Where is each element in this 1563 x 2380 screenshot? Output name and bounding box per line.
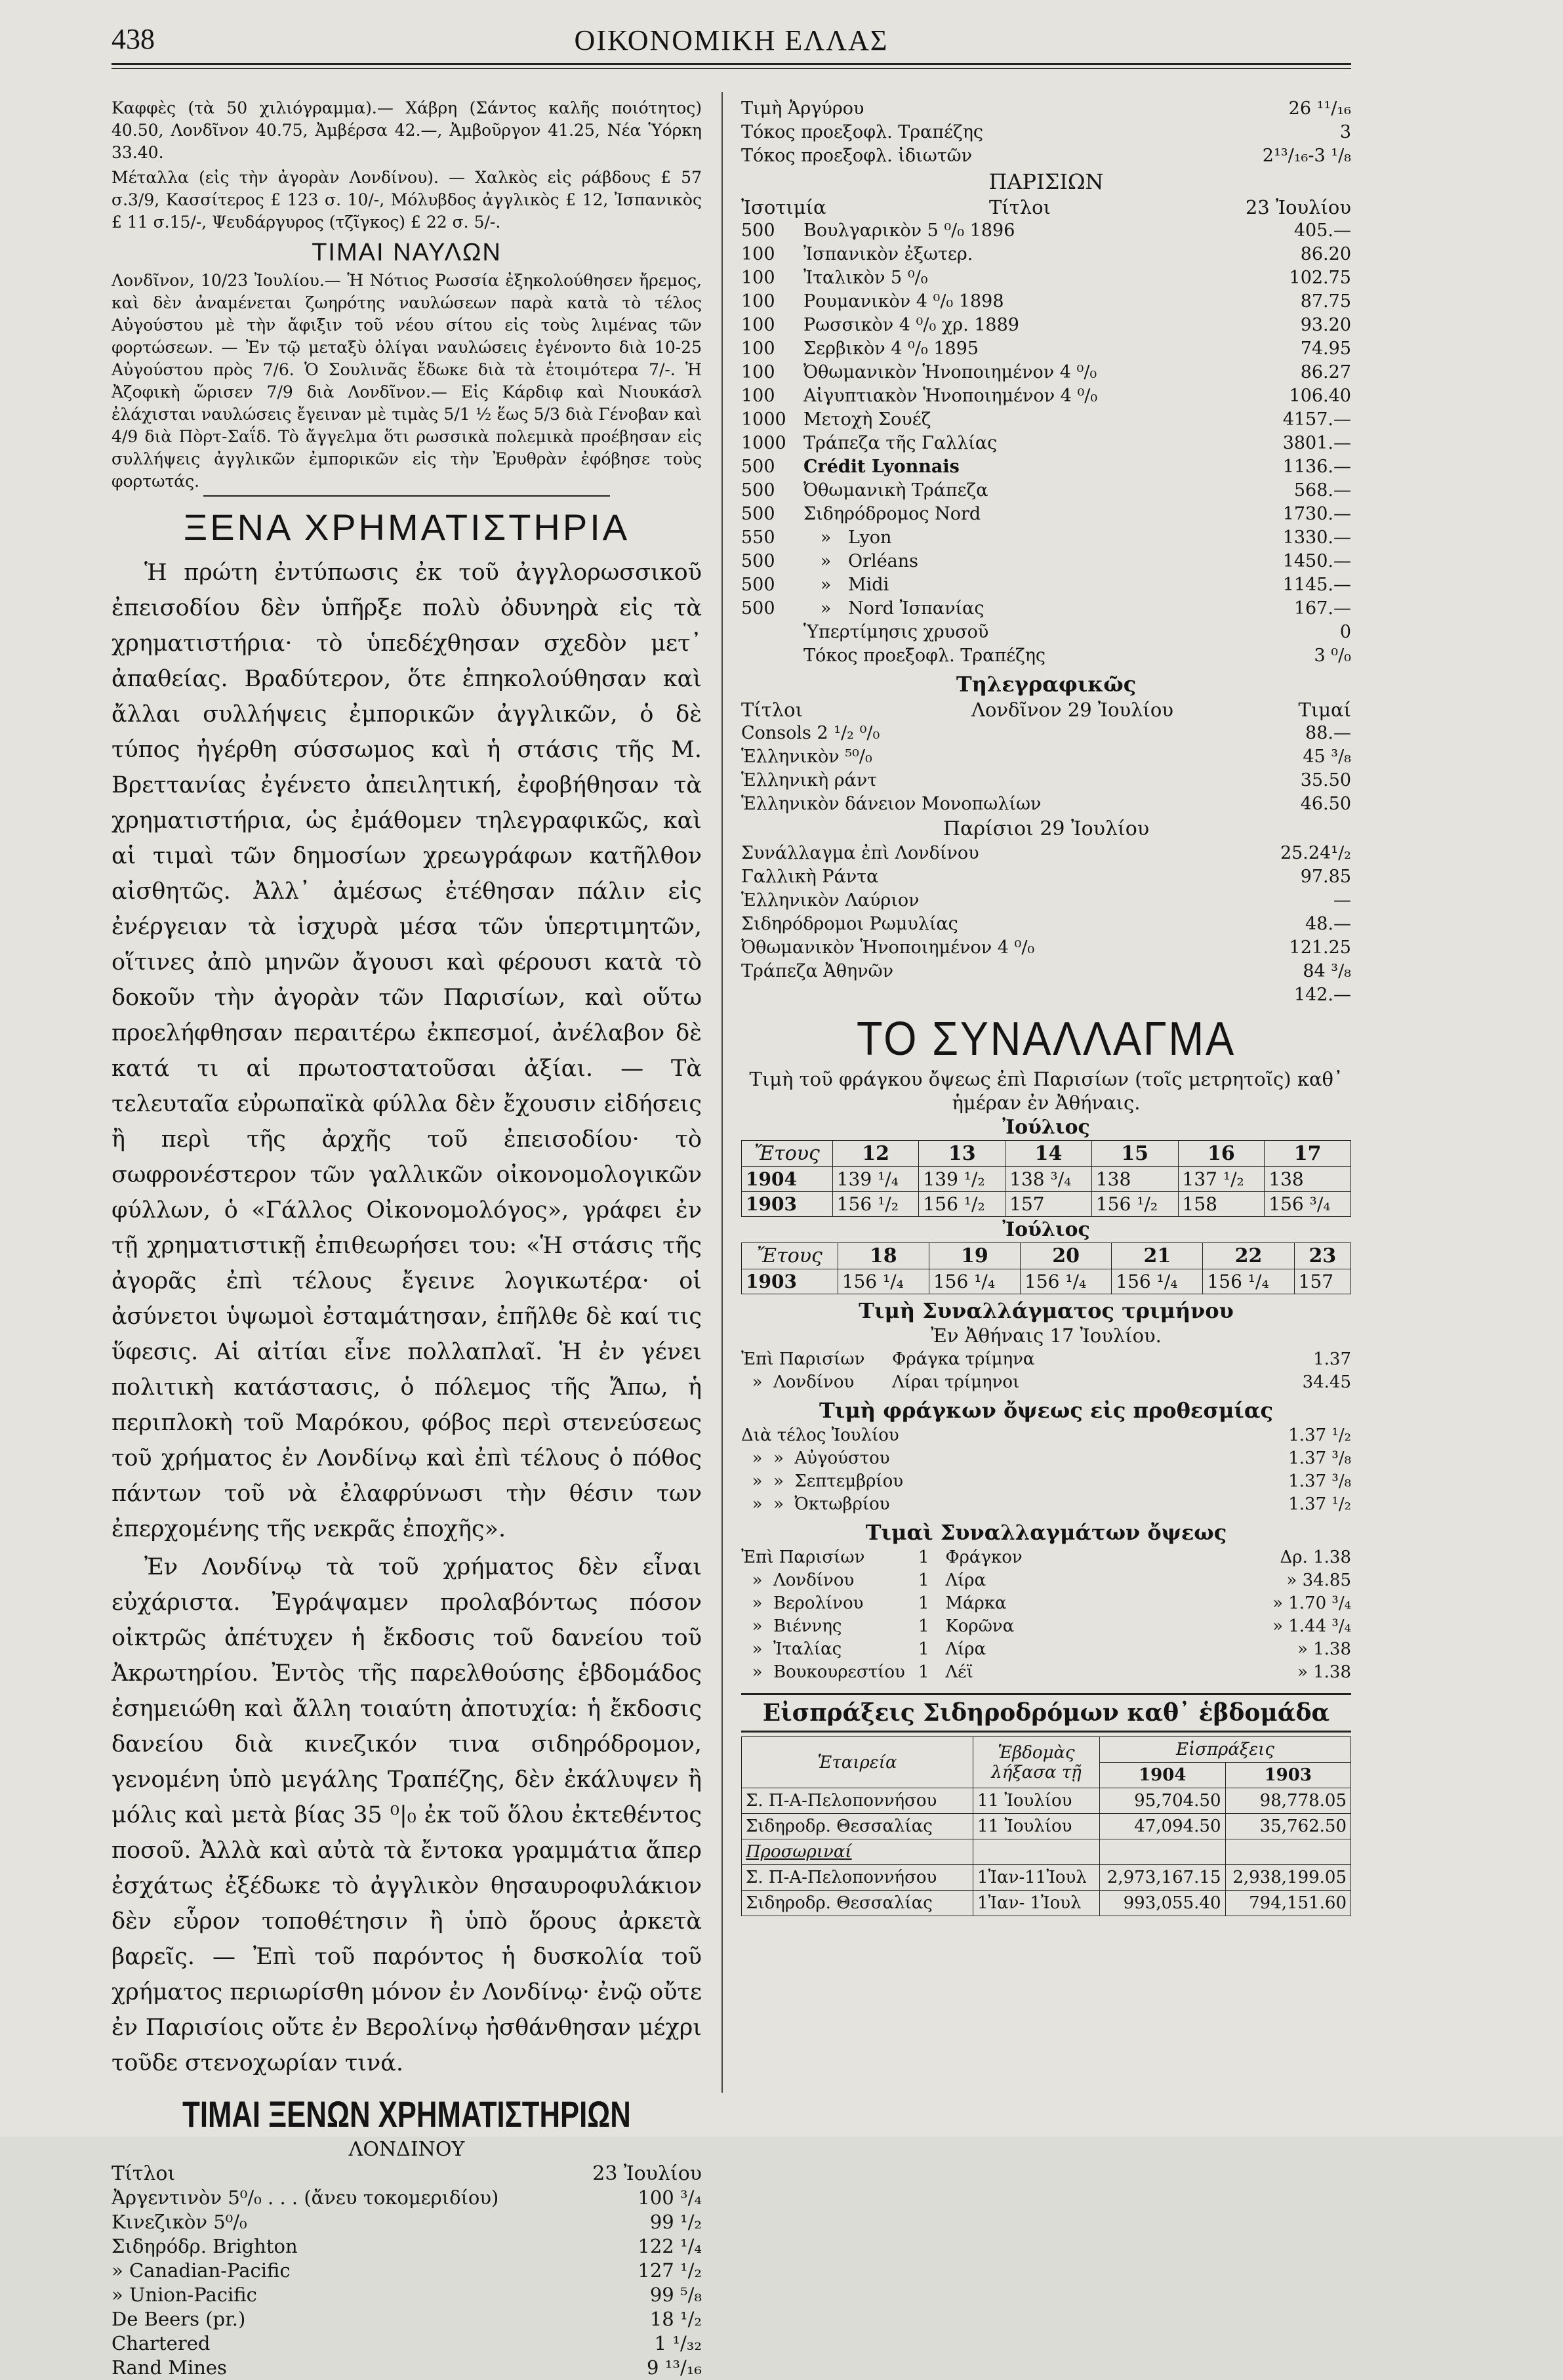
table-row: 100 Ὀθωμανικὸν Ἡνοποιημένον 4 ⁰/₀ 86.27 <box>741 362 1351 382</box>
sight-heading: Τιμαὶ Συναλλαγμάτων ὄψεως <box>865 1520 1227 1545</box>
telegraph-paris-heading: Παρίσιοι 29 Ἰουλίου <box>943 817 1150 840</box>
header-rule-thin <box>112 68 1351 69</box>
column-divider <box>721 92 723 2093</box>
table-row: Ἔτους 18 19 20 21 22 23 <box>742 1243 1351 1269</box>
exchanges-paragraph-2: Ἐν Λονδίνῳ τὰ τοῦ χρήματος δὲν εἶναι εὐχάριστα. Ἐγράψαμεν προλαβόντως πόσον οἰκτρῶς ἀπέτυχεν ἡ ἔκδοσις τοῦ δανείου τοῦ Ἀκρωτηρίου. Ἐντὸς τῆς παρελθούσης ἑβδομάδος ἐσημειώθη καὶ ἄλλη τοιαύτη ἀποτυχία: ἡ ἔκδοσις δανείου διὰ κινεζικόν τινα σιδηρόδρομον, γενομένη ὑπὸ μεγάλης Τραπέζης, δὲν ἐκάλυψεν ἢ μόλις καὶ μετὰ βίας 35 ⁰|₀ ἐκ τοῦ ὅλου ἐκτεθέντος ποσοῦ. Ἀλλὰ καὶ αὐτὰ τὰ ἔντοκα γραμμάτια ἅπερ ἐσχάτως ἐξέδωκε τὸ ἀγγλικὸν θησαυροφυλάκιον δὲν εὗρον τοποθέτησιν ἢ ὑπὸ ὅρους ἀρκετὰ βαρεῖς. — Ἐπὶ τοῦ παρόντος ἡ δυσκολία τοῦ χρήματος περιωρίσθη μόνον ἐν Λονδίνῳ· ἐνῷ οὔτε ἐν Παρισίοις οὔτε ἐν Βερολίνῳ ἠσθάνθησαν μέχρι τοῦδε στενοχωρίαν τινά. <box>112 1554 702 2076</box>
left-column <box>112 97 702 2380</box>
table-row: Γαλλικὴ Ράντα 97.85 <box>741 867 1351 887</box>
table-row: » Λονδίνου 1 Λίρα » 34.85 <box>741 1570 1351 1590</box>
table-row: 550 » Lyon 1330.— <box>741 527 1351 548</box>
paris-head-parity: Ἰσοτιμία <box>741 196 826 218</box>
month-label-1: Ἰούλιος <box>1002 1116 1090 1139</box>
table-row: 100 Ἰταλικὸν 5 ⁰/₀ 102.75 <box>741 268 1351 288</box>
table-row: 1000 Μετοχὴ Σουέζ 4157.— <box>741 409 1351 430</box>
table-row: Τόκος προεξοφλ. Τραπέζης 3 <box>741 122 1351 142</box>
table-row: Ἔτους 12 13 14 15 16 17 <box>742 1141 1351 1167</box>
london-table <box>112 2186 702 2380</box>
london-heading: ΛΟΝΔΙΝΟΥ <box>348 2138 465 2161</box>
table-row: » » Αὐγούστου 1.37 ³/₈ <box>741 1448 1351 1468</box>
foreign-prices-heading: ΤΙΜΑΙ ΞΕΝΩΝ ΧΡΗΜΑΤΙΣΤΗΡΙΩΝ <box>182 2093 631 2135</box>
paris-head-date: 23 Ἰουλίου <box>1245 196 1351 218</box>
table-row: 100 Σερβικὸν 4 ⁰/₀ 1895 74.95 <box>741 339 1351 359</box>
page-number: 438 <box>112 23 155 55</box>
table-row: » » Ὀκτωβρίου 1.37 ¹/₂ <box>741 1494 1351 1514</box>
forward-table <box>741 1424 1351 1516</box>
exchanges-paragraph-1: Ἡ πρώτη ἐντύπωσις ἐκ τοῦ ἀγγλορωσσικοῦ ἐπεισοδίου δὲν ὑπῆρξε πολὺ ὀδυνηρὰ εἰς τὰ χρηματιστήρια· τὸ ὑπεδέχθησαν σχεδὸν μετ᾿ ἀπαθείας. Βραδύτερον, ὅτε ἐπηκολούθησαν καὶ ἄλλαι συλλήψεις ἐμπορικῶν ἀγγλικῶν, ὁ δὲ τύπος ἠγέρθη σύσσωμος καὶ ἡ στάσις τῆς Μ. Βρεττανίας ἐγένετο ἀπειλητική, ἐφοβήθησαν τὰ χρηματιστήρια, ὡς ἐμάθομεν τηλεγραφικῶς, καὶ αἱ τιμαὶ τῶν δημοσίων χρεωγράφων κατῆλθον αἰσθητῶς. Ἀλλ᾿ ἀμέσως ἐτέθησαν πάλιν εἰς ἐνέργειαν τὰ ἰσχυρὰ μέσα τῶν ὑπερτιμητῶν, οἵτινες ἀπὸ μηνῶν ἄγουσι καὶ φέρουσι κατὰ τὸ δοκοῦν τὴν ἀγορὰν τῶν Παρισίων, καὶ οὕτω προελήφθησαν περαιτέρω ἐκπεσμοί, ἀνέλαβον δὲ κατά τι αἱ πρωτοστατοῦσαι ἀξίαι. — Τὰ τελευταῖα εὐρωπαϊκὰ φύλλα δὲν ἔχουσιν εἰδήσεις ἢ περὶ τῆς ἀρχῆς τοῦ ἐπεισοδίου· τὸ σωφρονέστερον τῶν γαλλικῶν οἰκονομολογικῶν φύλλων, ὁ «Γάλλος Οἰκονομολόγος», γράφει ἐν τῇ χρηματιστικῇ ἐπιθεωρήσει του: «Ἡ στάσις τῆς ἀγορᾶς ἐπὶ τέλους ἔγεινε λογικωτέρα· οἱ ἀσύνετοι ὑψωμοὶ ἐσταμάτησαν, ἐπῆλθε δὲ καί τις ὕφεσις. Αἱ αἰτίαι εἶνε πολλαπλαῖ. Ἡ ἐν γένει πολιτικὴ κατάστασις, ὁ πόλεμος τῆς Ἄπω, ἡ περιπλοκὴ τοῦ Μαρόκου, φόβος περὶ στενεύσεως τοῦ χρήματος ἐν Λονδίνῳ καὶ ἐπὶ τέλους ὁ πόθος πάντων τοῦ νὰ ἐλαφρύνωσι τὴν θέσιν των ἐπερχομένης τῆς νεκρᾶς ἐποχῆς». <box>112 560 702 1542</box>
table-row: 1904 1903 <box>742 1763 1351 1788</box>
section-divider <box>112 495 702 497</box>
table-row: Τόκος προεξοφλ. ἰδιωτῶν 2¹³/₁₆-3 ¹/₈ <box>741 146 1351 166</box>
telegraph-paris-table <box>741 842 1351 1007</box>
table-row: » Βιέννης 1 Κορῶνα » 1.44 ³/₄ <box>741 1616 1351 1636</box>
london-head-date: 23 Ἰουλίου <box>592 2162 702 2185</box>
table-row: » Λονδίνου Λίραι τρίμηνοι 34.45 <box>741 1372 1351 1392</box>
telegraph-heading: Τηλεγραφικῶς <box>956 672 1137 697</box>
quarterly-subtitle: Ἐν Ἀθήναις 17 Ἰουλίου. <box>931 1324 1162 1347</box>
exchange-grid-1 <box>741 1140 1351 1217</box>
page-header <box>112 20 1351 59</box>
table-row: Συνάλλαγμα ἐπὶ Λονδίνου 25.24¹/₂ <box>741 843 1351 863</box>
table-row: Ἑλληνικὸν δάνειον Μονοπωλίων 46.50 <box>741 794 1351 814</box>
paris-table-head <box>741 195 1351 219</box>
table-row: Ἐπὶ Παρισίων 1 Φράγκον Δρ. 1.38 <box>741 1548 1351 1567</box>
table-row: Ἑλληνικὴ ράντ 35.50 <box>741 770 1351 790</box>
table-row: 100 Ρουμανικὸν 4 ⁰/₀ 1898 87.75 <box>741 291 1351 312</box>
table-row: Σ. Π-Α-Πελοποννήσου 1Ἰαν-11Ἰουλ 2,973,167.15 2,938,199.05 <box>742 1865 1351 1891</box>
table-row: Ἑταιρεία Ἑβδομὰς λήξασα τῇ Εἰσπράξεις <box>742 1737 1351 1763</box>
coffee-paragraph: Καφφὲς (τὰ 50 χιλιόγραμμα).— Χάβρη (Σάντος καλῆς ποιότητος) 40.50, Λονδῖνον 40.75, Ἀμβέρσα 42.—, Ἀμβοῦργον 41.25, Νέα Ὑόρκη 33.40. <box>112 98 702 162</box>
table-row: Σιδηροδρ. Θεσσαλίας 1Ἰαν- 1Ἰουλ 993,055.40 794,151.60 <box>742 1891 1351 1916</box>
table-row: 500 » Nord Ἰσπανίας 167.— <box>741 598 1351 619</box>
table-row: Σιδηρόδρομοι Ρωμυλίας 48.— <box>741 914 1351 934</box>
table-row: Τιμὴ Ἀργύρου 26 ¹¹/₁₆ <box>741 98 1351 119</box>
table-row: 500 » Orléans 1450.— <box>741 551 1351 571</box>
forward-heading: Τιμὴ φράγκων ὄψεως εἰς προθεσμίας <box>819 1398 1273 1423</box>
table-row: 100 Αἰγυπτιακὸν Ἡνοποιημένον 4 ⁰/₀ 106.40 <box>741 386 1351 406</box>
table-row: 500 » Midi 1145.— <box>741 575 1351 595</box>
table-row: » Βερολίνου 1 Μάρκα » 1.70 ³/₄ <box>741 1593 1351 1613</box>
running-title: ΟΙΚΟΝΟΜΙΚΗ ΕΛΛΑΣ <box>574 24 889 56</box>
london-table-head <box>112 2162 702 2186</box>
sight-table <box>741 1546 1351 1684</box>
paris-heading: ΠΑΡΙΣΙΩΝ <box>988 169 1104 194</box>
table-row: Ἐπὶ Παρισίων Φράγκα τρίμηνα 1.37 <box>741 1349 1351 1369</box>
exchange-heading: ΤΟ ΣΥΝΑΛΛΑΓΜΑ <box>857 1013 1236 1065</box>
telegraph-head-titles: Τίτλοι <box>741 699 803 721</box>
table-row: De Beers (pr.) 18 ¹/₂ <box>112 2308 702 2330</box>
freight-heading: ΤΙΜΑΙ ΝΑΥΛΩΝ <box>312 239 502 266</box>
table-row: Ὀθωμανικὸν Ἡνοποιημένον 4 ⁰/₀ 121.25 <box>741 937 1351 958</box>
exchange-grid-2 <box>741 1242 1351 1294</box>
table-row: » Βουκουρεστίου 1 Λέϊ » 1.38 <box>741 1662 1351 1682</box>
table-row: » Canadian-Pacific 127 ¹/₂ <box>112 2259 702 2282</box>
table-row: Ἑλληνικὸν Λαύριον — <box>741 890 1351 911</box>
table-row: Ὑπερτίμησις χρυσοῦ 0 <box>803 622 1351 642</box>
paris-table <box>741 219 1351 668</box>
table-row: Chartered 1 ¹/₃₂ <box>112 2332 702 2354</box>
table-row: 500 Crédit Lyonnais 1136.— <box>741 457 1351 477</box>
metals-paragraph: Μέταλλα (εἰς τὴν ἀγορὰν Λονδίνου). — Χαλκὸς εἰς ράβδους £ 57 σ.3/9, Κασσίτερος £ 123 σ. 10/-, Μόλυβδος ἀγγλικὸς £ 12, Ἰσπανικὸς £ 11 σ.15/-, Ψευδάργυρος (τζῖγκος) £ 22 σ. 5/-. <box>112 168 702 232</box>
quarterly-table <box>741 1348 1351 1394</box>
table-row: » Union-Pacific 99 ⁵/₈ <box>112 2284 702 2306</box>
table-row: 100 Ἰσπανικὸν ἐξωτερ. 86.20 <box>741 244 1351 264</box>
table-row: Consols 2 ¹/₂ ⁰/₀ 88.— <box>741 723 1351 743</box>
table-row: Προσωριναί <box>742 1839 1351 1865</box>
table-row: 500 Ὀθωμανικὴ Τράπεζα 568.— <box>741 480 1351 501</box>
london-extra-table <box>741 97 1351 168</box>
london-head-titles: Τίτλοι <box>112 2162 176 2185</box>
railway-receipts-heading: Εἰσπράξεις Σιδηροδρόμων καθ᾿ ἑβδομάδα <box>741 1693 1351 1733</box>
table-row: 500 Σιδηρόδρομος Nord 1730.— <box>741 504 1351 524</box>
table-row: Ἑλληνικὸν ⁵⁰/₀ 45 ³/₈ <box>741 747 1351 767</box>
table-row: Διὰ τέλος Ἰουλίου 1.37 ¹/₂ <box>741 1426 1351 1445</box>
table-row: 1904 139 ¹/₄ 139 ¹/₂ 138 ³/₄ 138 137 ¹/₂ 138 <box>742 1167 1351 1192</box>
quarterly-heading: Τιμὴ Συναλλάγματος τριμήνου <box>859 1298 1234 1323</box>
table-row: Τόκος προεξοφλ. Τραπέζης 3 ⁰/₀ <box>803 646 1351 666</box>
table-row: 1903 156 ¹/₄ 156 ¹/₄ 156 ¹/₄ 156 ¹/₄ 156 ¹/₄ 157 <box>742 1269 1351 1294</box>
table-row: Rand Mines 9 ¹³/₁₆ <box>112 2356 702 2379</box>
telegraph-table-head <box>741 698 1351 722</box>
table-row: Τράπεζα Ἀθηνῶν 84 ³/₈ <box>741 961 1351 981</box>
table-row: Σιδηροδρ. Θεσσαλίας 11 Ἰουλίου 47,094.50 35,762.50 <box>742 1814 1351 1839</box>
freight-paragraph: Λονδῖνον, 10/23 Ἰουλίου.— Ἡ Νότιος Ρωσσία ἐξηκολούθησεν ἤρεμος, καὶ δὲν ἀναμένεται ζωηρότης ναυλώσεων παρὰ κατὰ τὸ τέλος Αὐγούστου μὲ τὴν ἄφιξιν τοῦ νέου σίτου εἰς τοὺς λιμένας τῶν φορτώσεων. — Ἐν τῷ μεταξὺ ὀλίγαι ναυλώσεις ἐγένοντο διὰ 10-25 Αὐγούστου πρὸς 7/6. Ὁ Σουλινᾶς ἔδωκε διὰ τὰ ἑτοιμότερα 7/-. Ἡ Ἀζοφικὴ ὥρισεν 7/9 διὰ Λονδῖνον.— Εἰς Κάρδιφ καὶ Νιουκάσλ ἐλάχισται ναυλώσεις ἔγειναν μὲ τιμὰς 5/1 ½ ἕως 5/3 διὰ Γένοβαν καὶ 4/9 διὰ Πὸρτ-Σαΐδ. Τὸ ἄγγελμα ὅτι ρωσσικὰ πολεμικὰ προέβησαν εἰς συλλήψεις ἀγγλικῶν ἐμπορικῶν εἰς τὴν Ἐρυθρὰν ἐφόβησε τοὺς φορτωτάς. <box>112 271 702 491</box>
table-row: 100 Ρωσσικὸν 4 ⁰/₀ χρ. 1889 93.20 <box>741 315 1351 335</box>
telegraph-head-prices: Τιμαί <box>1298 699 1351 721</box>
foreign-exchanges-heading: ΞΕΝΑ ΧΡΗΜΑΤΙΣΤΗΡΙΑ <box>183 506 630 548</box>
table-row: Σιδηρόδρ. Brighton 122 ¹/₄ <box>112 2235 702 2257</box>
paris-head-titles: Τίτλοι <box>989 196 1051 218</box>
railway-receipts-table <box>741 1736 1351 1916</box>
table-row: » Ἰταλίας 1 Λίρα » 1.38 <box>741 1639 1351 1659</box>
month-label-2: Ἰούλιος <box>1002 1218 1090 1241</box>
table-row: Κινεζικὸν 5⁰/₀ 99 ¹/₂ <box>112 2211 702 2233</box>
table-row: 142.— <box>1293 985 1351 1005</box>
table-row: 1903 156 ¹/₂ 156 ¹/₂ 157 156 ¹/₂ 158 156 ³/₄ <box>742 1192 1351 1217</box>
table-row: » » Σεπτεμβρίου 1.37 ³/₈ <box>741 1471 1351 1491</box>
exchange-subtitle: Τιμὴ τοῦ φράγκου ὄψεως ἐπὶ Παρισίων (τοῖς μετρητοῖς) καθ᾿ ἡμέραν ἐν Ἀθήναις. <box>749 1068 1343 1114</box>
telegraph-head-london: Λονδῖνον 29 Ἰουλίου <box>971 699 1173 721</box>
table-row: Σ. Π-Α-Πελοποννήσου 11 Ἰουλίου 95,704.50 98,778.05 <box>742 1788 1351 1814</box>
right-column <box>741 97 1351 1916</box>
table-row: 1000 Τράπεζα τῆς Γαλλίας 3801.— <box>741 433 1351 453</box>
table-row: 500 Βουλγαρικὸν 5 ⁰/₀ 1896 405.— <box>741 220 1351 241</box>
telegraph-london-table <box>741 722 1351 816</box>
header-rule <box>112 63 1351 65</box>
table-row: Ἀργεντινὸν 5⁰/₀ . . . (ἄνευ τοκομεριδίου) 100 ³/₄ <box>112 2186 702 2209</box>
